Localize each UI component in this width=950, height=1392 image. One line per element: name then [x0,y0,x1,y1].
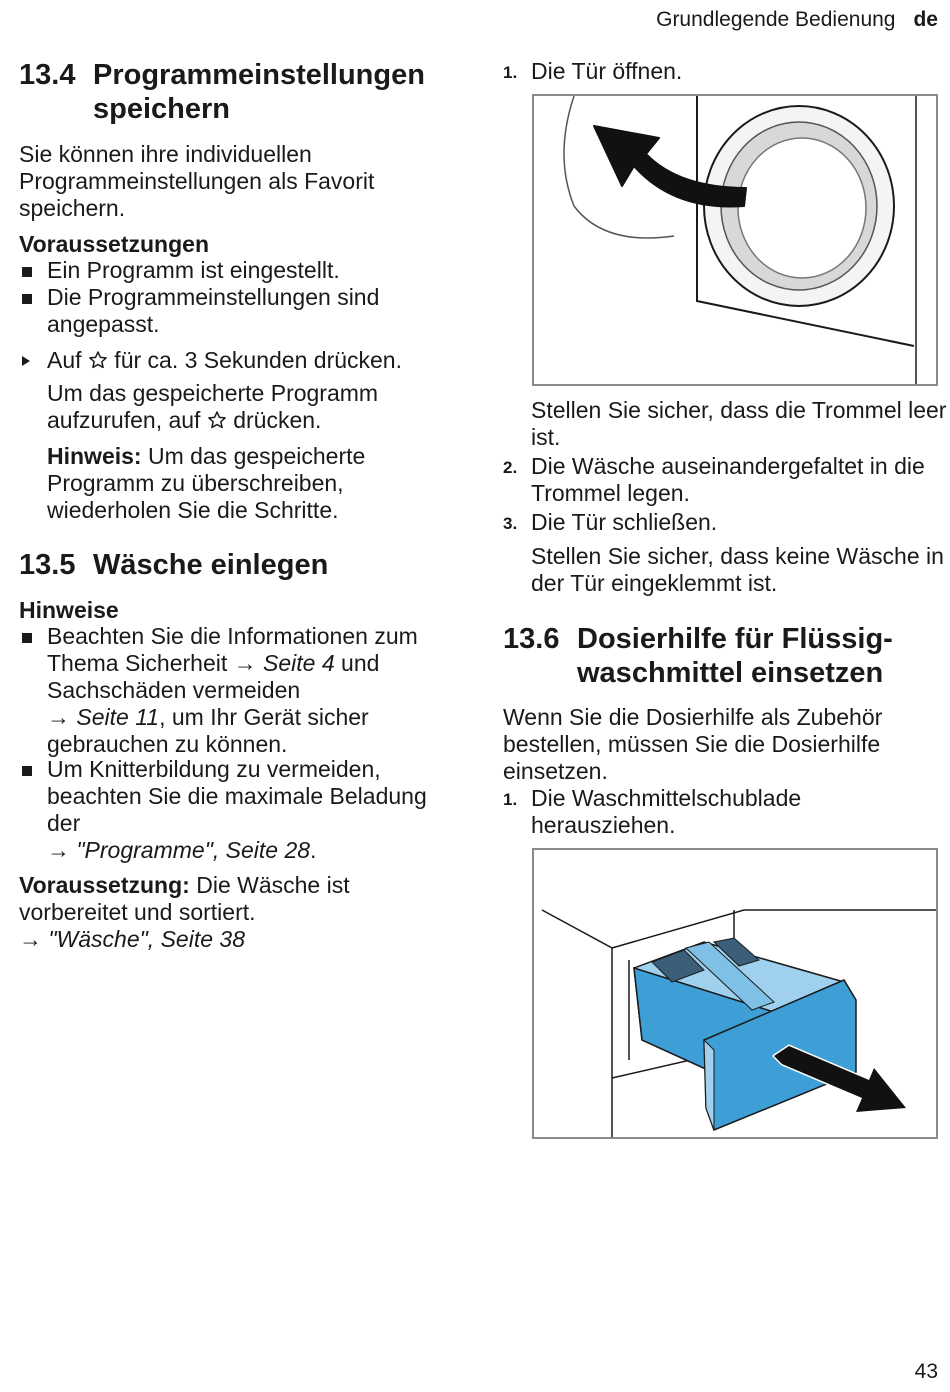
hint-text: , um Ihr Gerät sicher gebrauchen zu können. [47,704,369,757]
requirements-heading: Voraussetzungen [19,231,209,257]
recall-paragraph [19,380,459,434]
prerequisite-label: Voraussetzung: [19,872,190,898]
page-number: 43 [914,1360,938,1383]
section-title-line2: waschmittel einsetzen [577,657,884,689]
washer-door-drawing [534,96,936,384]
cross-reference-link[interactable]: → "Wäsche", Seite 38 [19,926,245,952]
section-heading-13-6 [503,622,943,690]
hint-text: Um Knitterbildung zu vermeiden, beachten Sie die maximale Beladung der [47,756,427,836]
step-item [503,785,935,839]
step-number: 1. [503,790,518,809]
cross-reference-link[interactable]: → "Programme", Seite 28 [47,837,311,863]
section-heading-13-4 [19,58,459,126]
recall-text: drücken. [226,407,322,433]
section-title-line2: speichern [93,93,230,125]
step-number: 1. [503,63,518,82]
step-text: Die Tür öffnen. [531,58,683,84]
note-text: Um das gespeicherte Programm zu überschreiben, wiederholen Sie die Schritte. [47,443,366,523]
hint-item [19,756,435,864]
step-text: Die Tür schließen. [531,509,718,535]
requirement-item: Ein Programm ist eingestellt. [19,257,459,284]
step-note: Stellen Sie sicher, dass die Trommel leer ist. [531,397,947,450]
intro-paragraph: Wenn Sie die Dosierhilfe als Zubehör bestellen, müssen Sie die Dosierhilfe einsetzen. [503,704,883,784]
hint-text: . [310,837,317,863]
section-title-line1: Dosierhilfe für Flüssig- [577,623,893,655]
step-item [503,509,943,536]
star-outline-icon [207,407,227,434]
section-number: 13.5 [19,549,76,581]
action-text: für ca. 3 Sekunden drücken. [107,347,402,373]
intro-paragraph: Sie können ihre individuellen Programmeinstellungen als Favorit speichern. [19,141,375,221]
cross-reference-link[interactable]: → Seite 4 [233,650,335,676]
hint-text: und Sachschäden vermeiden [47,650,380,703]
cross-reference-link[interactable]: → Seite 11 [47,704,160,730]
step-item [503,453,941,507]
step-text: Die Waschmittelschublade herausziehen. [531,785,802,838]
hint-item [19,623,457,758]
section-heading-13-5 [19,548,459,582]
section-title: Wäsche einlegen [93,549,329,581]
requirement-item: Die Programmeinstellungen sind angepasst. [19,284,439,338]
note-paragraph [19,443,465,524]
note-label: Hinweis: [47,443,142,469]
step-number: 3. [503,514,518,533]
header-language: de [913,8,938,31]
section-number: 13.6 [503,623,560,655]
door-open-illustration [532,94,938,386]
section-title-line1: Programmeinstellungen [93,59,425,91]
step-number: 2. [503,458,518,477]
detergent-drawer-illustration [532,848,938,1139]
prerequisite-text: Die Wäsche ist vorbereitet und sortiert. [19,872,350,925]
star-outline-icon [88,347,108,374]
drawer-drawing [534,850,936,1137]
step-item [503,58,943,85]
recall-text: Um das gespeicherte Programm aufzurufen, auf [47,380,379,433]
section-number: 13.4 [19,59,76,91]
hint-text: Beachten Sie die Informationen zum Thema Sicherheit [47,623,418,676]
step-note: Stellen Sie sicher, dass keine Wäsche in der Tür eingeklemmt ist. [531,543,944,596]
step-text: Die Wäsche auseinandergefaltet in die Trommel legen. [531,453,925,506]
prerequisite-paragraph [19,872,444,953]
header-section: Grundlegende Bedienung [656,8,896,31]
action-step [19,347,459,374]
running-header [656,8,938,32]
hints-heading: Hinweise [19,597,119,623]
action-text: Auf [47,347,88,373]
